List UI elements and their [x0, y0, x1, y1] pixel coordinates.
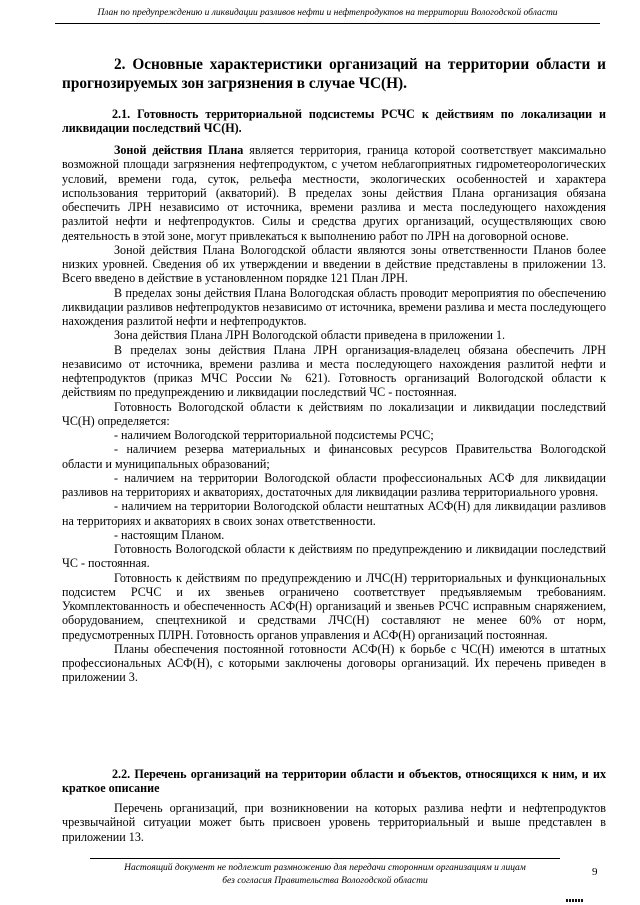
- scan-mark: [566, 899, 584, 902]
- paragraph-readiness-permanent: Готовность Вологодской области к действиям по предупреждению и ликвидации последствий ЧС - постоянная.: [62, 542, 606, 571]
- footer-line-2: без согласия Правительства Вологодской области: [222, 876, 428, 886]
- page-footer: [90, 858, 560, 888]
- section-2-2-body: [62, 801, 606, 844]
- section-title: 2. Основные характеристики организаций на территории области и прогнозируемых зон загрязнения в случае ЧС(Н).: [62, 56, 606, 92]
- paragraph-responsibility-zones: Зоной действия Плана Вологодской области являются зоны ответственности Планов более низких уровней. Сведения об их утверждении и введении в действие представлены в приложении 13. Всего введено в действие в установленном порядке 121 План ЛРН.: [62, 242, 606, 286]
- paragraph-readiness-plans: Планы обеспечения постоянной готовности АСФ(Н) к борьбе с ЧС(Н) имеются в штатных профессиональных АСФ(Н), с которыми заключены договоры организаций. Их перечень приведен в приложении 3.: [62, 641, 606, 685]
- paragraph-organizations-list: Перечень организаций, при возникновении на которых разлива нефти и нефтепродуктов чрезвычайной ситуации может быть присвоен уровень территориальный и выше представлен в приложении 13.: [62, 801, 606, 844]
- list-item-rschs: - наличием Вологодской территориальной подсистемы РСЧС;: [114, 428, 434, 442]
- running-header: План по предупреждению и ликвидации разливов нефти и нефтепродуктов на территории Вологодской области: [55, 8, 600, 24]
- subsection-title-2-1: 2.1. Готовность территориальной подсистемы РСЧС к действиям по локализации и ликвидации последствий ЧС(Н).: [62, 107, 606, 136]
- section-2-1-body: [62, 143, 606, 685]
- list-item-this-plan: - настоящим Планом.: [114, 527, 225, 542]
- list-item-professional-asf: - наличием на территории Вологодской области профессиональных АСФ для ликвидации разливов на территориях и акваториях, достаточных для ликвидации разлива территориального уровня.: [62, 470, 606, 499]
- paragraph-subsystems-readiness: Готовность к действиям по предупреждению и ЛЧС(Н) территориальных и функциональных подсистем РСЧС и их звеньев ограничено соответствует предъявляемым требованиям. Укомплектованность и обеспеченность АСФ(Н) организаций и звеньев РСЧС исправным снаряжением, оборудованием, спецтехникой и средствами ЛЧС(Н) составляют не менее 60% от норм, предусмотренных ПЛРН. Готовность органов управления и АСФ(Н) организаций постоянная.: [62, 570, 606, 642]
- list-item-nonstaff-asf: - наличием на территории Вологодской области нештатных АСФ(Н) для ликвидации разливов на территориях и акваториях в своих зонах ответственности.: [62, 499, 606, 528]
- paragraph-owner-obligation: В пределах зоны действия Плана ЛРН организация-владелец обязана обеспечить ЛРН независимо от источника, времени разлива и места последующего нахождения разлитой нефти и нефтепродуктов (приказ МЧС России № 621). Готовность организаций Вологодской области к действиям по предупреждению и ликвидации последствий ЧС - постоянная.: [62, 342, 606, 400]
- paragraph-readiness-determined: Готовность Вологодской области к действиям по локализации и ликвидации последствий ЧС(Н) определяется:: [62, 399, 606, 428]
- subsection-title-2-2: 2.2. Перечень организаций на территории области и объектов, относящихся к ним, и их краткое описание: [62, 767, 606, 796]
- paragraph-appendix-1: Зона действия Плана ЛРН Вологодской области приведена в приложении 1.: [114, 328, 506, 343]
- paragraph-region-measures: В пределах зоны действия Плана Вологодская область проводит мероприятия по обеспечению ликвидации разливов нефтепродуктов независимо от источника, времени разлива и места последующего нахождения разлитой нефти и нефтепродуктов.: [62, 285, 606, 328]
- page-number: 9: [592, 866, 598, 878]
- paragraph-plan-zone-text: является территория, граница которой соответствует максимально возможной площади загрязнения нефтепродуктом, с учетом неблагоприятных гидрометеорологических условий, времени года, суток, рельефа местности, экологических особенностей и характера использования территорий (акваторий). В пределах зоны действия Плана организация обязана обеспечить ЛРН независимо от источника, времени разлива и места последующего нахождения разлитой нефти и нефтепродуктов. Силы и средства других организаций, осуществляющих свою деятельность в этой зоне, могут привлекаться к выполнению работ по ЛРН на договорной основе.: [62, 143, 606, 243]
- footer-line-1: Настоящий документ не подлежит размножению для передачи сторонним организациям и лицам: [124, 863, 526, 873]
- paragraph-plan-zone: [62, 143, 606, 243]
- list-item-reserve: - наличием резерва материальных и финансовых ресурсов Правительства Вологодской области и муниципальных образований;: [62, 442, 606, 471]
- term-plan-zone: Зоной действия Плана: [114, 143, 244, 157]
